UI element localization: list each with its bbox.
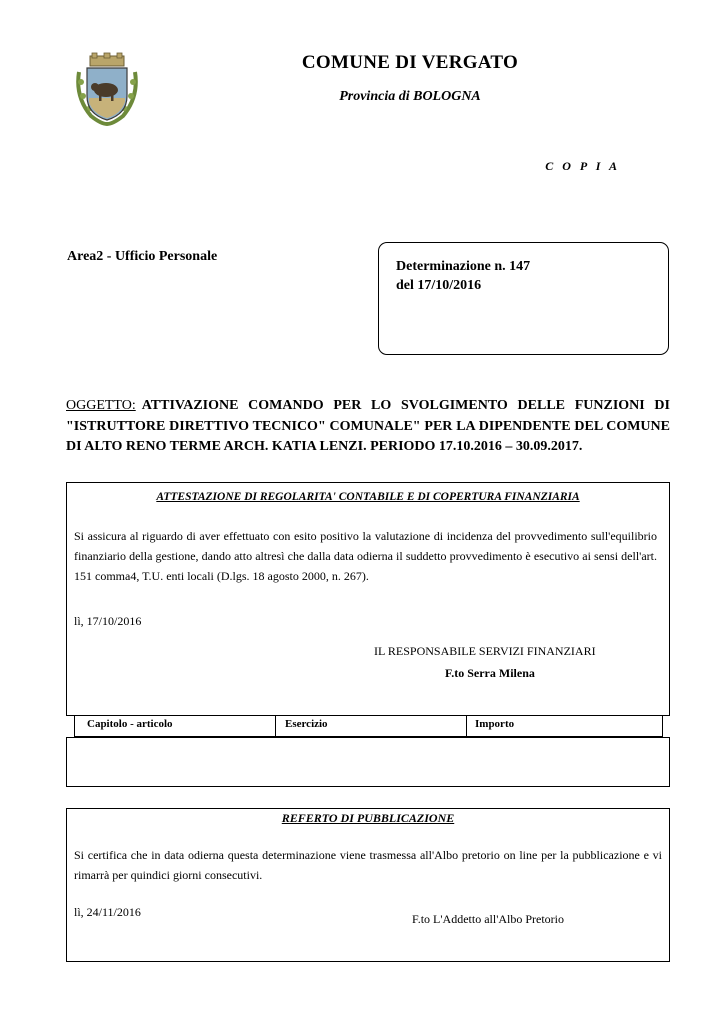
municipality-title: COMUNE DI VERGATO (301, 52, 519, 73)
subject-text: ATTIVAZIONE COMANDO PER LO SVOLGIMENTO DELLE FUNZIONI DI "ISTRUTTORE DIRETTIVO TECNICO" COMUNALE" PER LA DIPENDENTE DEL COMUNE DI ALTO RENO TERME ARCH. KATIA LENZI. PERIODO 17.10.2016 – 30.09.2017. (66, 398, 670, 454)
budget-table-body (66, 737, 670, 787)
column-header-chapter: Capitolo - articolo (75, 716, 276, 736)
publication-box (66, 808, 670, 962)
publication-body: Si certifica che in data odierna questa determinazione viene trasmessa all'Albo pretorio on line per la pubblicazione e vi rimarrà per quindici giorni consecutivi. (74, 848, 662, 882)
publication-title: REFERTO DI PUBBLICAZIONE (281, 811, 455, 825)
attestation-title: ATTESTAZIONE DI REGOLARITA' CONTABILE E DI COPERTURA FINANZIARIA (156, 491, 580, 503)
province-subtitle: Provincia di BOLOGNA (339, 89, 481, 104)
subject-paragraph (66, 396, 670, 458)
attestation-date: lì, 17/10/2016 (74, 614, 142, 628)
budget-table-header (74, 715, 663, 737)
column-header-amount: Importo (475, 718, 515, 730)
office-label: Area2 - Ufficio Personale (67, 249, 218, 264)
attestation-body: Si assicura al riguardo di aver effettuato con esito positivo la valutazione di incidenza del provvedimento sull'equilibrio finanziario della gestione, dando atto altresì che dalla data odierna il suddetto provvedimento è esecutivo ai sensi dell'art. 151 comma4, T.U. enti locali (D.lgs. 18 agosto 2000, n. 267). (74, 529, 657, 583)
publication-date: lì, 24/11/2016 (74, 905, 141, 919)
column-header-year: Esercizio (276, 716, 467, 736)
municipal-crest (73, 52, 141, 126)
determination-date: del 17/10/2016 (396, 278, 482, 293)
subject-label: OGGETTO: (66, 398, 136, 413)
financial-officer-role: IL RESPONSABILE SERVIZI FINANZIARI (374, 644, 596, 658)
copy-mark: C O P I A (545, 159, 620, 173)
attestation-box (66, 482, 670, 716)
publication-signature: F.to L'Addetto all'Albo Pretorio (412, 912, 565, 926)
determination-number: Determinazione n. 147 (396, 259, 531, 274)
financial-officer-signature: F.to Serra Milena (445, 666, 535, 680)
